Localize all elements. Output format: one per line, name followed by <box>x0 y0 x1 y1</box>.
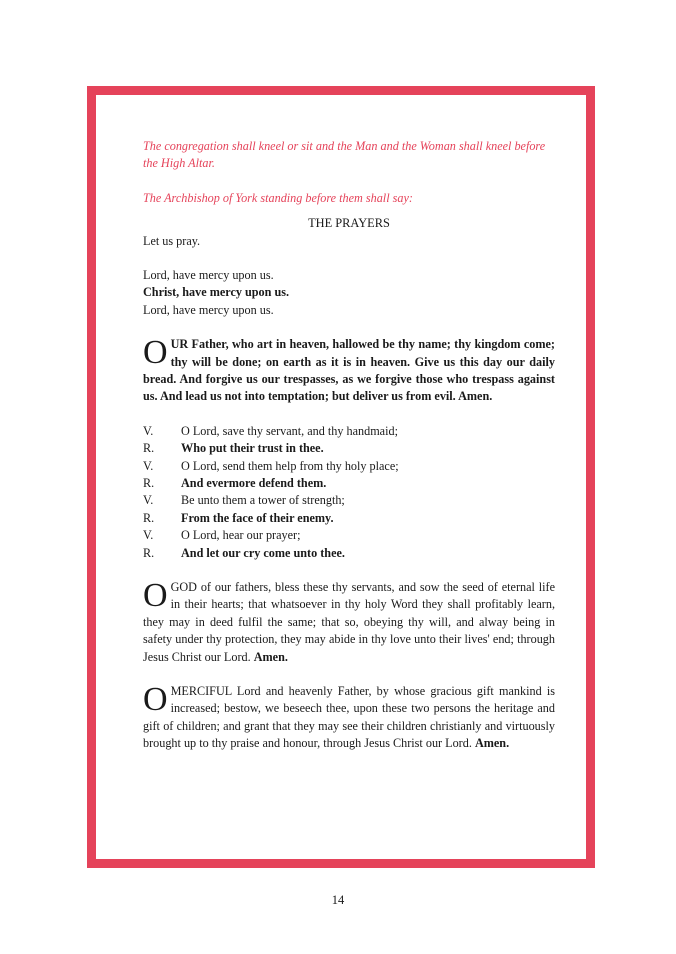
versicle-mark: R. <box>143 545 155 560</box>
versicle-text: O Lord, hear our prayer; <box>181 528 301 543</box>
drop-cap-initial: O <box>143 336 168 372</box>
prayer-god-of-fathers <box>143 579 555 666</box>
versicle-text: O Lord, send them help from thy holy place; <box>181 458 399 473</box>
versicle-row <box>143 458 555 475</box>
versicle-mark: V. <box>143 458 154 473</box>
kyrie-line-3: Lord, have mercy upon us. <box>143 302 274 317</box>
prayer-merciful <box>143 683 555 753</box>
let-us-pray: Let us pray. <box>143 233 201 248</box>
versicle-row <box>143 475 555 492</box>
kyrie-line-2: Christ, have mercy upon us. <box>143 285 290 300</box>
page-border-frame <box>87 86 595 868</box>
prayer-merciful-text: MERCIFUL Lord and heavenly Father, by whose gracious gift mankind is increased; bestow, we beseech thee, upon these two persons the heritage and gift of children; and grant that they may see their children christianly and virtuously brought up to thy praise and honour, through Jesus Christ our Lord. <box>143 684 555 751</box>
versicle-mark: V. <box>143 528 154 543</box>
versicle-row <box>143 527 555 544</box>
versicle-row <box>143 510 555 527</box>
versicle-text: From the face of their enemy. <box>181 510 334 525</box>
drop-cap-initial: O <box>143 579 168 614</box>
versicle-mark: V. <box>143 423 154 438</box>
versicle-text: Be unto them a tower of strength; <box>181 493 345 508</box>
prayer-god-of-fathers-text: GOD of our fathers, bless these thy servants, and sow the seed of eternal life in their hearts; that whatsoever in thy holy Word they shall profitably learn, they may in deed fulfil the same; that so, obeying thy will, and alway being in safety under thy protection, they may abide in thy love unto their lives' end; through Jesus Christ our Lord. <box>143 580 555 664</box>
kyrie-line-1: Lord, have mercy upon us. <box>143 268 274 283</box>
versicle-row <box>143 440 555 457</box>
amen: Amen. <box>253 649 288 664</box>
versicle-text: And evermore defend them. <box>181 476 327 491</box>
versicle-row <box>143 545 555 562</box>
page-number: 14 <box>331 893 345 907</box>
versicle-row <box>143 423 555 440</box>
lords-prayer <box>143 336 555 406</box>
drop-cap-initial: O <box>143 683 168 719</box>
rubric-kneel: The congregation shall kneel or sit and the Man and the Woman shall kneel before the High Altar. <box>143 139 546 171</box>
versicles-list <box>143 423 555 562</box>
versicle-row <box>143 492 555 509</box>
versicle-text: And let our cry come unto thee. <box>181 545 345 560</box>
versicle-mark: R. <box>143 510 155 525</box>
section-title: THE PRAYERS <box>308 216 390 231</box>
versicle-mark: R. <box>143 441 155 456</box>
kyrie-block <box>143 267 555 319</box>
rubric-archbishop: The Archbishop of York standing before them shall say: <box>143 190 413 205</box>
versicle-mark: V. <box>143 493 154 508</box>
amen: Amen. <box>474 736 510 751</box>
versicle-mark: R. <box>143 476 155 491</box>
lords-prayer-text: UR Father, who art in heaven, hallowed be thy name; thy kingdom come; thy will be done; on earth as it is in heaven. Give us this day our daily bread. And forgive us our trespasses, as we forgive those who trespass against us. And lead us not into temptation; but deliver us from evil. Amen. <box>143 337 555 404</box>
versicle-text: O Lord, save thy servant, and thy handmaid; <box>181 423 398 438</box>
versicle-text: Who put their trust in thee. <box>181 441 324 456</box>
page-content <box>143 138 555 753</box>
